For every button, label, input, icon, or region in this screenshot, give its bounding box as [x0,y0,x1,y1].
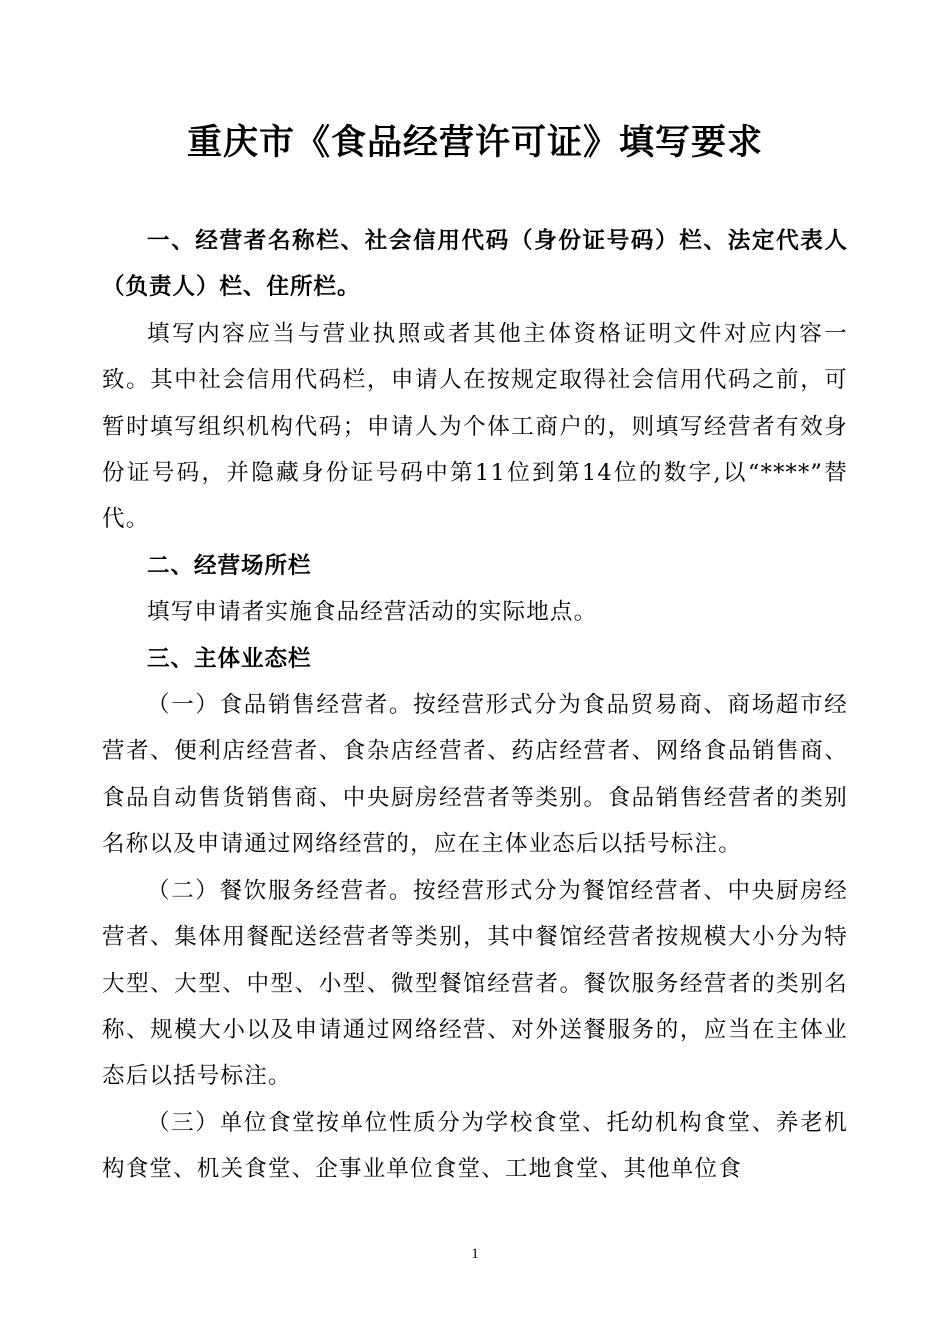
body-paragraph: 填写内容应当与营业执照或者其他主体资格证明文件对应内容一致。其中社会信用代码栏，申请人在按规定取得社会信用代码之前，可暂时填写组织机构代码；申请人为个体工商户的，则填写经营者有效身份证号码，并隐藏身份证号码中第11位到第14位的数字,以“****”替代。 [102,320,848,533]
section-heading-3: 三、主体业态栏 [147,645,312,672]
body-paragraph: 填写申请者实施食品经营活动的实际地点。 [147,599,598,626]
body-paragraph: （一）食品销售经营者。按经营形式分为食品贸易商、商场超市经营者、便利店经营者、食杂店经营者、药店经营者、网络食品销售商、食品自动售货销售商、中央厨房经营者等类别。食品销售经营者的类别名称以及申请通过网络经营的，应在主体业态后以括号标注。 [102,692,848,858]
section-heading-1: 一、经营者名称栏、社会信用代码（身份证号码）栏、法定代表人（负责人）栏、住所栏。 [102,228,848,301]
section-heading-2: 二、经营场所栏 [147,552,312,579]
body-paragraph: （二）餐饮服务经营者。按经营形式分为餐馆经营者、中央厨房经营者、集体用餐配送经营者等类别，其中餐馆经营者按规模大小分为特大型、大型、中型、小型、微型餐馆经营者。餐饮服务经营者的类别名称、规模大小以及申请通过网络经营、对外送餐服务的，应当在主体业态后以括号标注。 [102,877,848,1090]
document-body [102,218,848,1193]
page-number: 1 [471,1246,479,1262]
body-paragraph: （三）单位食堂按单位性质分为学校食堂、托幼机构食堂、养老机构食堂、机关食堂、企事业单位食堂、工地食堂、其他单位食 [102,1109,848,1183]
document-title: 重庆市《食品经营许可证》填写要求 [186,123,763,163]
